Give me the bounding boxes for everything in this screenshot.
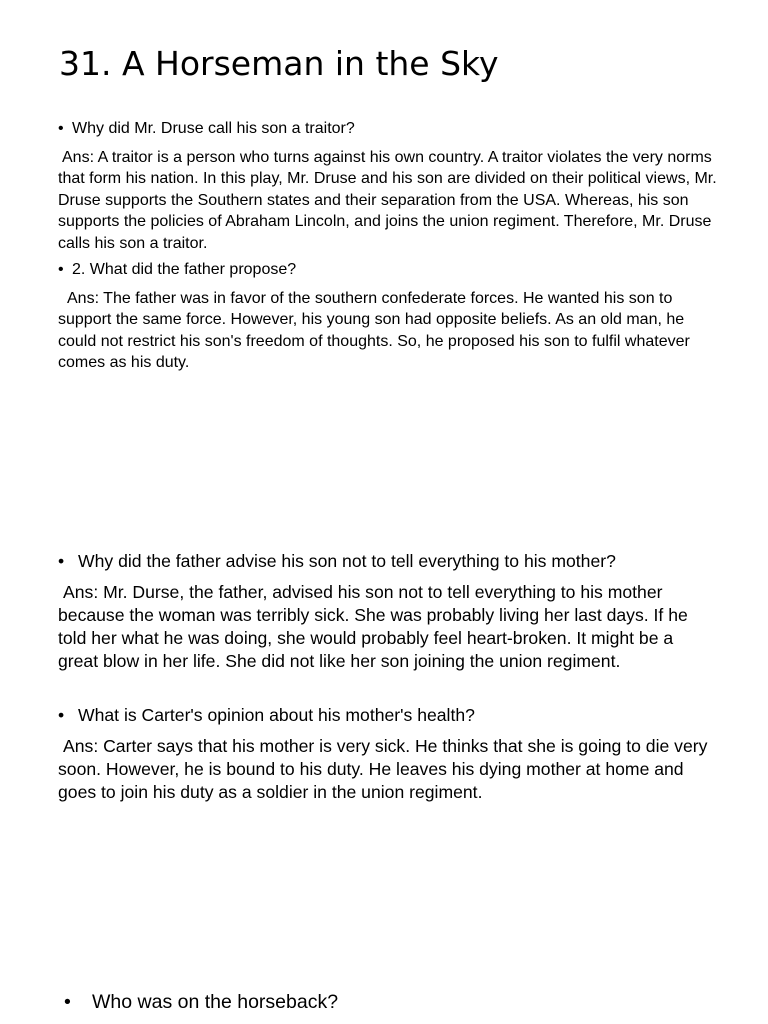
question (58, 118, 718, 140)
bullet-icon: • (58, 261, 64, 278)
question (58, 259, 718, 281)
question (64, 989, 724, 1015)
question-text: What is Carter's opinion about his mother's health? (78, 705, 475, 725)
bullet-icon: • (58, 551, 65, 571)
question (58, 550, 718, 573)
question-text: Who was on the horseback? (92, 991, 339, 1013)
qa-item (58, 259, 718, 374)
bullet-icon: • (58, 120, 64, 137)
page-title: 31. A Horseman in the Sky (59, 44, 499, 83)
qa-item (58, 704, 718, 804)
question-text: 2. What did the father propose? (72, 261, 297, 278)
answer-text: Ans: Carter says that his mother is very sick. He thinks that she is going to die very soon. However, he is bound to his duty. He leaves his dying mother at home and goes to join his duty as a soldier in the union regiment. (58, 736, 708, 802)
bullet-icon: • (64, 991, 71, 1013)
qa-item (58, 989, 718, 1015)
question-text: Why did the father advise his son not to tell everything to his mother? (78, 551, 616, 571)
question-text: Why did Mr. Druse call his son a traitor? (72, 120, 355, 137)
answer-text: Ans: A traitor is a person who turns against his own country. A traitor violates the very norms that form his nation. In this play, Mr. Druse and his son are divided on their political views, Mr. Druse supports the Southern states and their separation from the USA. Whereas, his son supports the policies of Abraham Lincoln, and joins the union regiment. Therefore, Mr. Druse calls his son a traitor. (58, 148, 717, 252)
qa-item (58, 118, 718, 254)
answer-text: Ans: Mr. Durse, the father, advised his son not to tell everything to his mother because the woman was terribly sick. She was probably living her last days. If he told her what he was doing, she would probably feel heart-broken. It might be a great blow in her life. She did not like her son joining the union regiment. (58, 582, 688, 671)
answer-text: Ans: The father was in favor of the southern confederate forces. He wanted his son to support the same force. However, his young son had opposite beliefs. As an old man, he could not restrict his son's freedom of thoughts. So, he proposed his son to fulfil whatever comes as his duty. (58, 289, 690, 371)
qa-item (58, 550, 718, 673)
bullet-icon: • (58, 705, 65, 725)
question (58, 704, 718, 727)
